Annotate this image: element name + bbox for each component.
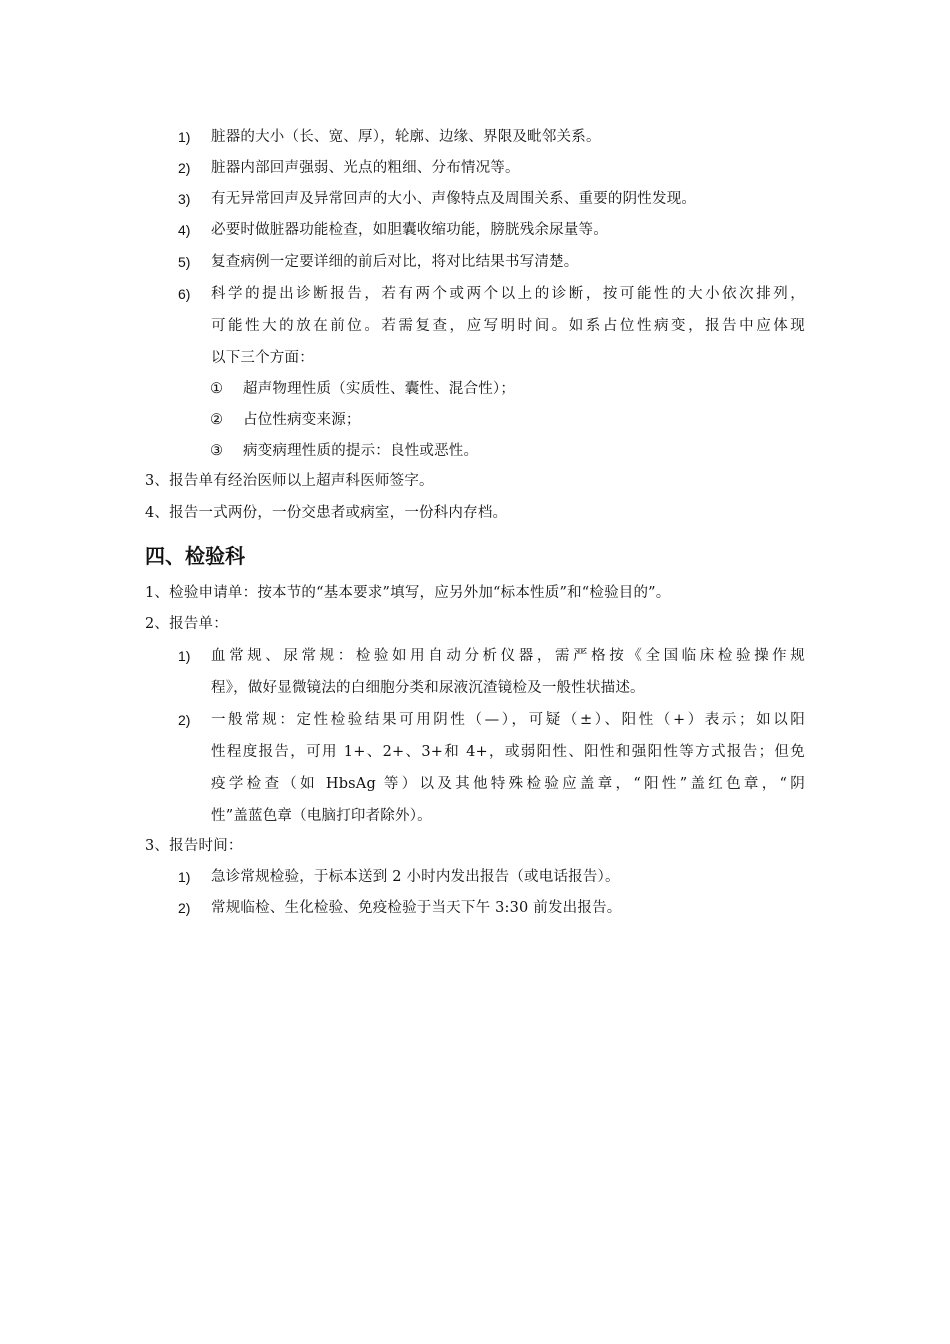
circled-marker: ③ — [210, 443, 224, 459]
list-item: 有无异常回声及异常回声的大小、声像特点及周围关系、重要的阴性发现。 — [211, 191, 697, 207]
list-item-line: 疫学检查（如 HbsAg 等）以及其他特殊检验应盖章，“阳性”盖红色章，“阴 — [211, 776, 805, 792]
list-item-line: 可能性大的放在前位。若需复查，应写明时间。如系占位性病变，报告中应体现 — [211, 318, 805, 334]
paragraph: 4、报告一式两份，一份交患者或病室，一份科内存档。 — [145, 505, 508, 521]
list-item-line: 性”盖蓝色章（电脑打印者除外）。 — [211, 808, 432, 824]
circled-marker: ② — [210, 412, 224, 428]
list-item: 常规临检、生化检验、免疫检验于当天下午 3:30 前发出报告。 — [211, 900, 622, 916]
paragraph: 3、报告时间： — [145, 838, 243, 854]
paragraph: 2、报告单： — [145, 616, 228, 632]
section-heading: 四、检验科 — [145, 544, 245, 568]
sub-list-item: 病变病理性质的提示：良性或恶性。 — [243, 443, 479, 459]
list-item-line: 科学的提出诊断报告，若有两个或两个以上的诊断，按可能性的大小依次排列， — [211, 286, 805, 302]
paragraph: 3、报告单有经治医师以上超声科医师签字。 — [145, 473, 434, 489]
paragraph: 1、检验申请单：按本节的“基本要求”填写，应另外加“标本性质”和“检验目的”。 — [145, 585, 671, 601]
list-number: 2) — [178, 712, 191, 728]
list-item-line: 性程度报告，可用 1+、2+、3+和 4+，或弱阳性、阳性和强阳性等方式报告；但免 — [211, 744, 805, 760]
list-number: 1) — [178, 869, 191, 885]
list-item: 复查病例一定要详细的前后对比，将对比结果书写清楚。 — [211, 254, 579, 270]
list-number: 2) — [178, 160, 191, 176]
list-number: 2) — [178, 900, 191, 916]
list-number: 6) — [178, 286, 191, 302]
list-item: 脏器的大小（长、宽、厚），轮廓、边缘、界限及毗邻关系。 — [211, 129, 601, 145]
list-number: 1) — [178, 129, 191, 145]
circled-marker: ① — [210, 381, 224, 397]
list-number: 3) — [178, 191, 191, 207]
list-number: 4) — [178, 222, 191, 238]
list-number: 5) — [178, 254, 191, 270]
list-item: 急诊常规检验，于标本送到 2 小时内发出报告（或电话报告）。 — [211, 869, 620, 885]
list-item-line: 以下三个方面： — [211, 350, 314, 366]
list-item-line: 血常规、尿常规：检验如用自动分析仪器，需严格按《全国临床检验操作规 — [211, 648, 805, 664]
sub-list-item: 占位性病变来源； — [243, 412, 361, 428]
list-item-line: 一般常规：定性检验结果可用阴性（—），可疑（±）、阳性（+）表示；如以阳 — [211, 712, 805, 728]
list-item-line: 程》，做好显微镜法的白细胞分类和尿液沉渣镜检及一般性状描述。 — [211, 680, 645, 696]
list-number: 1) — [178, 648, 191, 664]
list-item: 脏器内部回声强弱、光点的粗细、分布情况等。 — [211, 160, 520, 176]
sub-list-item: 超声物理性质（实质性、囊性、混合性）； — [243, 381, 516, 397]
list-item: 必要时做脏器功能检查，如胆囊收缩功能，膀胱残余尿量等。 — [211, 222, 608, 238]
